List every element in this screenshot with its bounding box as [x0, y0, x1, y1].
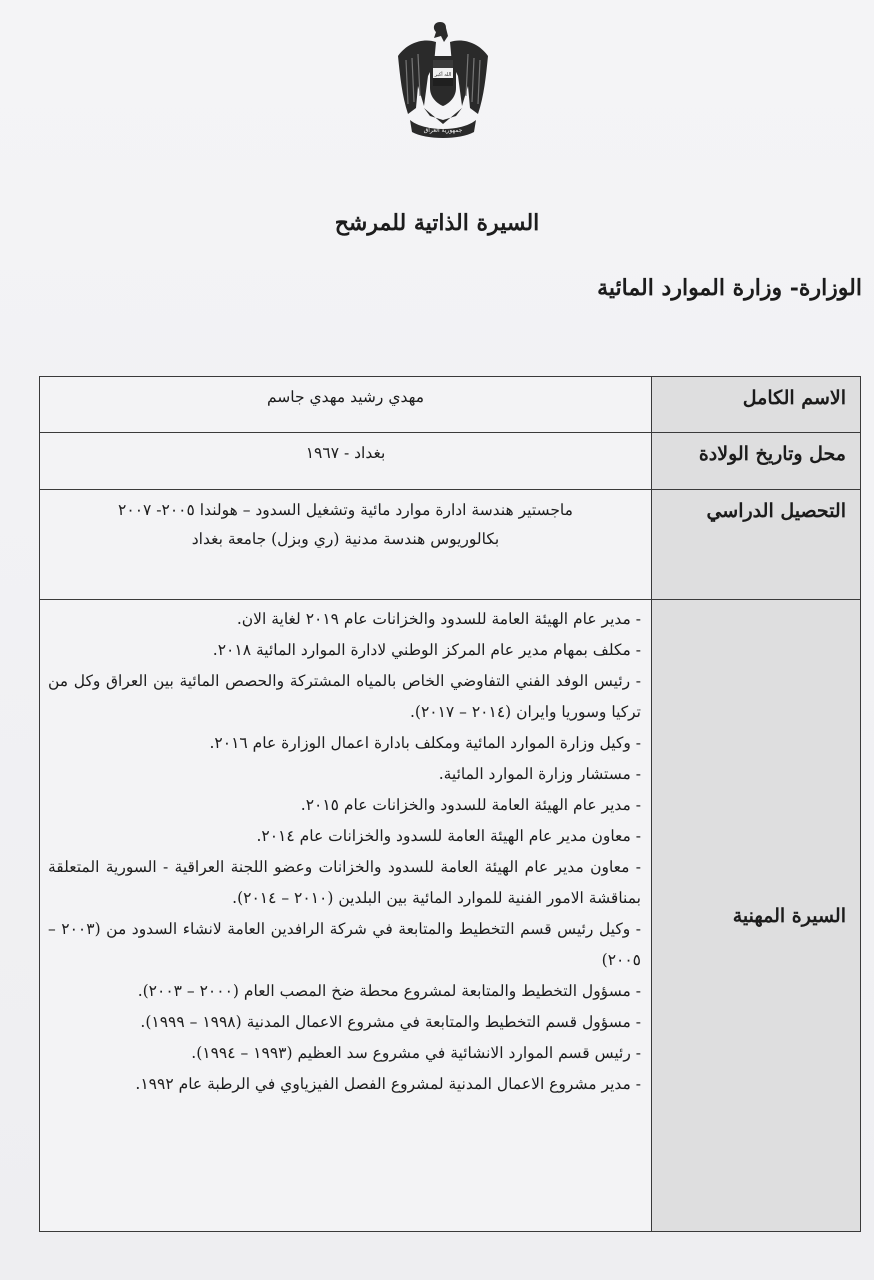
- career-item: - مسؤول قسم التخطيط والمتابعة في مشروع الاعمال المدنية (١٩٩٨ – ١٩٩٩).: [140, 1013, 641, 1031]
- career-value: [40, 600, 652, 1232]
- svg-text:الله أكبر: الله أكبر: [434, 72, 452, 78]
- career-item: - وكيل رئيس قسم التخطيط والمتابعة في شركة الرافدين العامة لانشاء السدود من (٢٠٠٣ – ٢٠٠٥): [48, 920, 641, 969]
- career-item: - معاون مدير عام الهيئة العامة للسدود والخزانات وعضو اللجنة العراقية - السورية المتعلقة بمناقشة الامور الفنية للموارد المائية بين البلدين (٢٠١٠ – ٢٠١٤).: [48, 858, 641, 907]
- career-label: السيرة المهنية: [652, 600, 861, 1232]
- career-item: - رئيس الوفد الفني التفاوضي الخاص بالمياه المشتركة والحصص المائية بين العراق وكل من تركيا وسوريا وايران (٢٠١٤ – ٢٠١٧).: [48, 672, 641, 721]
- education-line: بكالوريوس هندسة مدنية (ري وبزل) جامعة بغداد: [191, 529, 500, 548]
- cv-table: [39, 376, 861, 1232]
- education-label: التحصيل الدراسي: [652, 490, 861, 600]
- document-title: السيرة الذاتية للمرشح: [334, 210, 540, 236]
- career-item: - مسؤول التخطيط والمتابعة لمشروع محطة ضخ المصب العام (٢٠٠٠ – ٢٠٠٣).: [137, 982, 641, 1000]
- career-item: - رئيس قسم الموارد الانشائية في مشروع سد العظيم (١٩٩٣ – ١٩٩٤).: [191, 1044, 641, 1062]
- education-line: ماجستير هندسة ادارة موارد مائية وتشغيل السدود – هولندا ٢٠٠٥- ٢٠٠٧: [118, 501, 573, 519]
- birth-value: بغداد - ١٩٦٧: [40, 433, 652, 490]
- education-value: [40, 490, 652, 600]
- career-item: - مستشار وزارة الموارد المائية.: [438, 765, 641, 783]
- career-item: - مكلف بمهام مدير عام المركز الوطني لادارة الموارد المائية ٢٠١٨.: [212, 641, 641, 659]
- career-row: [40, 600, 861, 1232]
- education-row: [40, 490, 861, 600]
- iraq-eagle-emblem-icon: [394, 16, 492, 138]
- career-item: - مدير عام الهيئة العامة للسدود والخزانات عام ٢٠١٥.: [300, 796, 641, 814]
- full-name-value: مهدي رشيد مهدي جاسم: [40, 377, 652, 433]
- ministry-line: الوزارة- وزارة الموارد المائية: [597, 275, 862, 301]
- career-item: - مدير مشروع الاعمال المدنية لمشروع الفصل الفيزياوي في الرطبة عام ١٩٩٢.: [135, 1075, 641, 1093]
- career-item: - وكيل وزارة الموارد المائية ومكلف بادارة اعمال الوزارة عام ٢٠١٦.: [209, 734, 641, 752]
- full-name-row: [40, 377, 861, 433]
- birth-row: [40, 433, 861, 490]
- full-name-label: الاسم الكامل: [652, 377, 861, 433]
- career-item: - مدير عام الهيئة العامة للسدود والخزانات عام ٢٠١٩ لغاية الان.: [236, 610, 641, 628]
- svg-text:جمهورية العراق: جمهورية العراق: [423, 127, 463, 134]
- career-item: - معاون مدير عام الهيئة العامة للسدود والخزانات عام ٢٠١٤.: [256, 827, 641, 845]
- birth-label: محل وتاريخ الولادة: [652, 433, 861, 490]
